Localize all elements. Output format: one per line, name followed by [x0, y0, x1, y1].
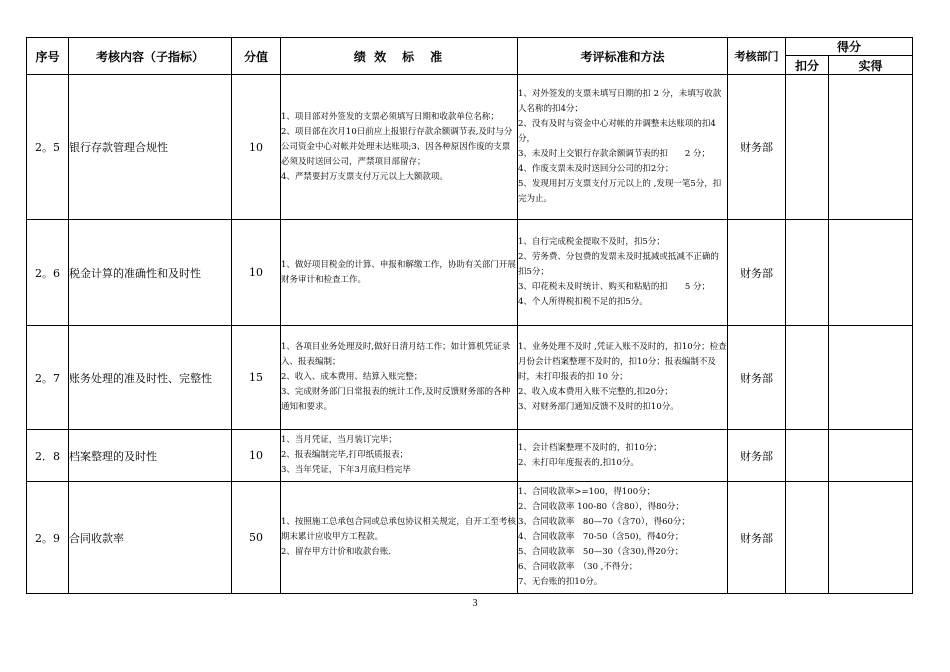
method-item: 2、收入成本费用入账不完整的,扣20分； — [518, 387, 673, 397]
row-seq: 2。5 — [27, 75, 69, 220]
method-item: 2、没有及时与资金中心对帐的并调整未达账项的扣4分， — [518, 119, 716, 144]
method-item: 1、业务处理不及时 ,凭证入账不及时的，扣10分；检查月份会计档案整理不及时的，扣10分；报表编制不及时，未打印报表的扣 10 分； — [518, 342, 727, 382]
header-deduct: 扣分 — [786, 56, 829, 75]
method-item: 5、合同收款率 50—30（含30),得20分； — [518, 547, 684, 557]
row-deduct-cell — [786, 482, 829, 594]
row-method — [518, 430, 728, 482]
row-actual-cell — [829, 326, 913, 430]
row-method — [518, 220, 728, 326]
method-item: 2、劳务费、分包费的发票未及时抵减或抵减不正确的扣5分； — [518, 252, 719, 277]
row-score: 10 — [232, 220, 281, 326]
standard-item: 2、报表编制完毕,打印纸质报表； — [281, 450, 409, 460]
row-actual-cell — [829, 75, 913, 220]
method-item: 5、发现用封万支票支付万元以上的 ,发现一笔5分，扣完为止。 — [518, 179, 722, 204]
row-method — [518, 326, 728, 430]
standard-item: 3、完成财务部门日常报表的统计工作,及时反馈财务部的各种通知和要求。 — [281, 387, 511, 412]
row-method — [518, 482, 728, 594]
assessment-table — [26, 37, 913, 594]
standard-item: 3、当年凭证，下年3月底归档完毕 — [281, 465, 411, 475]
row-actual-cell — [829, 220, 913, 326]
method-item: 1、对外签发的支票未填写日期的扣 2 分，未填写收款人名称的扣4分； — [518, 89, 722, 114]
row-standard — [281, 482, 518, 594]
row-seq: 2。9 — [27, 482, 69, 594]
row-score: 10 — [232, 75, 281, 220]
method-item: 1、会计档案整理不及时的，扣10分； — [518, 442, 662, 453]
standard-item: 1、按照施工总承包合同或总承包协议相关规定，自开工至考核期末累计应收甲方工程款。 — [281, 517, 516, 542]
row-standard — [281, 75, 518, 220]
row-seq: 2。6 — [27, 220, 69, 326]
standard-item: 2、收入、成本费用、结算入账完整； — [281, 372, 423, 382]
method-item: 7、无台账的扣10分。 — [518, 577, 603, 587]
table-row — [27, 326, 913, 430]
row-actual-cell — [829, 430, 913, 482]
row-name: 档案整理的及时性 — [69, 430, 232, 482]
standard-item: 1、各项目业务处理及时,做好日清月结工作；如计算机凭证录入、报表编制； — [281, 342, 511, 367]
header-actual: 实得 — [829, 56, 913, 75]
row-standard — [281, 326, 518, 430]
row-actual-cell — [829, 482, 913, 594]
table-row — [27, 482, 913, 594]
method-item: 4、个人所得税扣税不足的扣5分。 — [518, 297, 648, 307]
table-row — [27, 220, 913, 326]
row-score: 15 — [232, 326, 281, 430]
method-item: 3、对财务部门通知反馈不及时的扣10分。 — [518, 402, 679, 412]
header-score: 分值 — [232, 38, 281, 75]
row-name: 银行存款管理合规性 — [69, 75, 232, 220]
row-deduct-cell — [786, 430, 829, 482]
row-name: 税金计算的准确性和及时性 — [69, 220, 232, 326]
header-standard: 绩 效 标 准 — [281, 38, 518, 75]
standard-item: 2、留存甲方计价和收款台账. — [281, 547, 392, 557]
standard-item: 4、严禁要封万支票支付万元以上大额款项。 — [281, 171, 448, 182]
row-deduct-cell — [786, 326, 829, 430]
header-content: 考核内容（子指标） — [69, 38, 232, 75]
row-seq: 2。7 — [27, 326, 69, 430]
header-row — [27, 38, 913, 56]
method-item: 4、作废支票未及时送回分公司的扣2分； — [518, 164, 674, 174]
row-dept: 财务部 — [728, 482, 786, 594]
table-row — [27, 430, 913, 482]
row-score: 50 — [232, 482, 281, 594]
header-seq: 序号 — [27, 38, 69, 75]
row-method — [518, 75, 728, 220]
row-standard — [281, 430, 518, 482]
row-deduct-cell — [786, 220, 829, 326]
row-deduct-cell — [786, 75, 829, 220]
method-item: 1、自行完成税金提取不及时，扣5分； — [518, 237, 665, 247]
method-item: 3、未及时上交银行存款余额调节表的扣 2 分； — [518, 149, 711, 159]
row-score: 10 — [232, 430, 281, 482]
method-item: 1、合同收款率>=100，得100分； — [518, 487, 656, 497]
row-dept: 财务部 — [728, 430, 786, 482]
method-item: 2、未打印年度报表的,扣10分。 — [518, 457, 639, 468]
row-dept: 财务部 — [728, 75, 786, 220]
method-item: 2、合同收款率 100-80（含80），得80分； — [518, 502, 684, 512]
method-item: 3、合同收款率 80—70（含70），得60分； — [518, 517, 690, 527]
page-number: 3 — [472, 598, 478, 609]
method-item: 4、合同收款率 70-50（含50)，得40分； — [518, 532, 684, 542]
standard-item: 1、项目部对外签发的支票必须填写日期和收款单位名称； — [281, 111, 499, 122]
row-seq: 2．8 — [27, 430, 69, 482]
row-dept: 财务部 — [728, 326, 786, 430]
header-dept: 考核部门 — [728, 38, 786, 75]
row-name: 合同收款率 — [69, 482, 232, 594]
header-result: 得分 — [786, 38, 913, 56]
standard-item: 2、项目部在次月10日前应上报银行存款余额调节表,及时与分公司资金中心对帐并处理未达账项;3、因各种原因作废的支票必须及时送回公司，严禁项目部留存； — [281, 126, 513, 167]
standard-item: 1、当月凭证，当月装订完毕； — [281, 435, 397, 445]
row-standard — [281, 220, 518, 326]
standard-item: 1、做好项目税金的计算、申报和解缴工作，协助有关部门开展财务审计和检查工作。 — [281, 259, 516, 285]
method-item: 6、合同收款率 （30 ,不得分； — [518, 562, 638, 572]
method-item: 3、印花税未及时统计、购买和粘贴的扣 5 分； — [518, 282, 711, 292]
header-method: 考评标准和方法 — [518, 38, 728, 75]
row-name: 账务处理的准及时性、完整性 — [69, 326, 232, 430]
table-row — [27, 75, 913, 220]
row-dept: 财务部 — [728, 220, 786, 326]
